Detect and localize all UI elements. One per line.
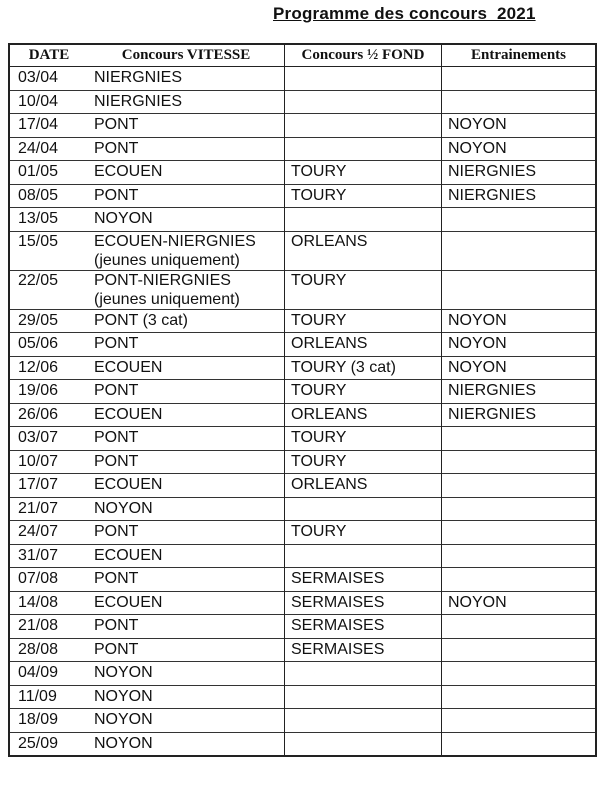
date-cell: 03/07: [9, 427, 88, 451]
entrainement-cell: NIERGNIES: [442, 380, 597, 404]
entrainement-cell: [442, 497, 597, 521]
table-row: [9, 709, 596, 733]
entrainement-cell: NOYON: [442, 309, 597, 333]
table-row: [9, 67, 596, 91]
table-row: [9, 403, 596, 427]
date-cell: 24/04: [9, 137, 88, 161]
table-row: [9, 184, 596, 208]
entrainement-cell: [442, 685, 597, 709]
vitesse-cell: ECOUEN: [88, 544, 285, 568]
date-cell: 29/05: [9, 309, 88, 333]
vitesse-cell: NIERGNIES: [88, 90, 285, 114]
date-cell: 19/06: [9, 380, 88, 404]
date-cell: 18/09: [9, 709, 88, 733]
table-row: [9, 544, 596, 568]
demi-fond-cell: TOURY: [285, 450, 442, 474]
demi-fond-cell: SERMAISES: [285, 638, 442, 662]
demi-fond-cell: TOURY (3 cat): [285, 356, 442, 380]
table-row: [9, 450, 596, 474]
page-title: Programme des concours 2021: [273, 4, 536, 23]
demi-fond-cell: SERMAISES: [285, 591, 442, 615]
table-row: [9, 662, 596, 686]
table-row: [9, 497, 596, 521]
date-cell: 12/06: [9, 356, 88, 380]
demi-fond-cell: ORLEANS: [285, 474, 442, 498]
vitesse-cell: NOYON: [88, 709, 285, 733]
entrainement-cell: [442, 732, 597, 756]
date-cell: 08/05: [9, 184, 88, 208]
vitesse-cell: PONT: [88, 137, 285, 161]
table-row: [9, 231, 596, 270]
entrainement-cell: [442, 615, 597, 639]
demi-fond-cell: [285, 137, 442, 161]
table-row: [9, 90, 596, 114]
table-row: [9, 638, 596, 662]
vitesse-cell: PONT: [88, 638, 285, 662]
demi-fond-cell: [285, 544, 442, 568]
entrainement-cell: [442, 568, 597, 592]
table-row: [9, 521, 596, 545]
entrainement-cell: [442, 544, 597, 568]
vitesse-cell: ECOUEN-NIERGNIES (jeunes uniquement): [88, 231, 285, 270]
date-cell: 13/05: [9, 208, 88, 232]
demi-fond-cell: [285, 114, 442, 138]
date-cell: 22/05: [9, 270, 88, 309]
entrainement-cell: NOYON: [442, 114, 597, 138]
vitesse-cell: NOYON: [88, 732, 285, 756]
date-cell: 10/07: [9, 450, 88, 474]
table-row: [9, 309, 596, 333]
entrainement-cell: [442, 521, 597, 545]
demi-fond-cell: [285, 709, 442, 733]
vitesse-cell: PONT-NIERGNIES (jeunes uniquement): [88, 270, 285, 309]
demi-fond-cell: [285, 732, 442, 756]
entrainement-cell: [442, 270, 597, 309]
table-row: [9, 333, 596, 357]
entrainement-cell: [442, 450, 597, 474]
demi-fond-cell: TOURY: [285, 427, 442, 451]
entrainement-cell: [442, 67, 597, 91]
date-cell: 31/07: [9, 544, 88, 568]
vitesse-cell: ECOUEN: [88, 591, 285, 615]
date-cell: 04/09: [9, 662, 88, 686]
entrainement-cell: [442, 662, 597, 686]
table-row: [9, 568, 596, 592]
table-row: [9, 474, 596, 498]
date-cell: 21/08: [9, 615, 88, 639]
demi-fond-cell: [285, 90, 442, 114]
vitesse-cell: ECOUEN: [88, 403, 285, 427]
schedule-table: [8, 43, 597, 757]
entrainement-cell: [442, 474, 597, 498]
header-demi-fond: Concours ½ FOND: [285, 44, 442, 67]
date-cell: 17/07: [9, 474, 88, 498]
demi-fond-cell: [285, 67, 442, 91]
table-row: [9, 208, 596, 232]
table-row: [9, 380, 596, 404]
date-cell: 25/09: [9, 732, 88, 756]
table-header: [9, 44, 596, 67]
table-row: [9, 161, 596, 185]
date-cell: 21/07: [9, 497, 88, 521]
entrainement-cell: [442, 90, 597, 114]
demi-fond-cell: TOURY: [285, 309, 442, 333]
vitesse-cell: PONT: [88, 427, 285, 451]
demi-fond-cell: TOURY: [285, 380, 442, 404]
table-row: [9, 137, 596, 161]
demi-fond-cell: TOURY: [285, 270, 442, 309]
date-cell: 10/04: [9, 90, 88, 114]
date-cell: 11/09: [9, 685, 88, 709]
vitesse-cell: PONT (3 cat): [88, 309, 285, 333]
entrainement-cell: [442, 638, 597, 662]
vitesse-cell: PONT: [88, 450, 285, 474]
demi-fond-cell: SERMAISES: [285, 615, 442, 639]
demi-fond-cell: ORLEANS: [285, 403, 442, 427]
vitesse-cell: NOYON: [88, 662, 285, 686]
vitesse-cell: ECOUEN: [88, 161, 285, 185]
entrainement-cell: NIERGNIES: [442, 184, 597, 208]
header-entrainements: Entrainements: [442, 44, 597, 67]
date-cell: 05/06: [9, 333, 88, 357]
date-cell: 03/04: [9, 67, 88, 91]
table-row: [9, 591, 596, 615]
demi-fond-cell: TOURY: [285, 521, 442, 545]
demi-fond-cell: TOURY: [285, 184, 442, 208]
vitesse-cell: NOYON: [88, 685, 285, 709]
demi-fond-cell: [285, 685, 442, 709]
vitesse-cell: PONT: [88, 615, 285, 639]
entrainement-cell: [442, 231, 597, 270]
entrainement-cell: NIERGNIES: [442, 161, 597, 185]
table-row: [9, 615, 596, 639]
table-row: [9, 356, 596, 380]
vitesse-cell: PONT: [88, 114, 285, 138]
vitesse-cell: ECOUEN: [88, 474, 285, 498]
date-cell: 15/05: [9, 231, 88, 270]
table-row: [9, 685, 596, 709]
vitesse-cell: PONT: [88, 333, 285, 357]
entrainement-cell: [442, 427, 597, 451]
date-cell: 01/05: [9, 161, 88, 185]
demi-fond-cell: ORLEANS: [285, 231, 442, 270]
date-cell: 17/04: [9, 114, 88, 138]
demi-fond-cell: TOURY: [285, 161, 442, 185]
table-row: [9, 114, 596, 138]
date-cell: 28/08: [9, 638, 88, 662]
demi-fond-cell: SERMAISES: [285, 568, 442, 592]
vitesse-cell: PONT: [88, 184, 285, 208]
entrainement-cell: NOYON: [442, 137, 597, 161]
entrainement-cell: NIERGNIES: [442, 403, 597, 427]
demi-fond-cell: [285, 662, 442, 686]
vitesse-cell: PONT: [88, 521, 285, 545]
vitesse-cell: NIERGNIES: [88, 67, 285, 91]
header-vitesse: Concours VITESSE: [88, 44, 285, 67]
vitesse-cell: PONT: [88, 568, 285, 592]
table-row: [9, 427, 596, 451]
table-row: [9, 732, 596, 756]
date-cell: 14/08: [9, 591, 88, 615]
vitesse-cell: ECOUEN: [88, 356, 285, 380]
date-cell: 26/06: [9, 403, 88, 427]
entrainement-cell: [442, 709, 597, 733]
entrainement-cell: NOYON: [442, 333, 597, 357]
header-date: DATE: [9, 44, 88, 67]
entrainement-cell: NOYON: [442, 356, 597, 380]
date-cell: 24/07: [9, 521, 88, 545]
entrainement-cell: [442, 208, 597, 232]
vitesse-cell: PONT: [88, 380, 285, 404]
date-cell: 07/08: [9, 568, 88, 592]
vitesse-cell: NOYON: [88, 208, 285, 232]
demi-fond-cell: ORLEANS: [285, 333, 442, 357]
demi-fond-cell: [285, 208, 442, 232]
demi-fond-cell: [285, 497, 442, 521]
vitesse-cell: NOYON: [88, 497, 285, 521]
table-row: [9, 270, 596, 309]
entrainement-cell: NOYON: [442, 591, 597, 615]
